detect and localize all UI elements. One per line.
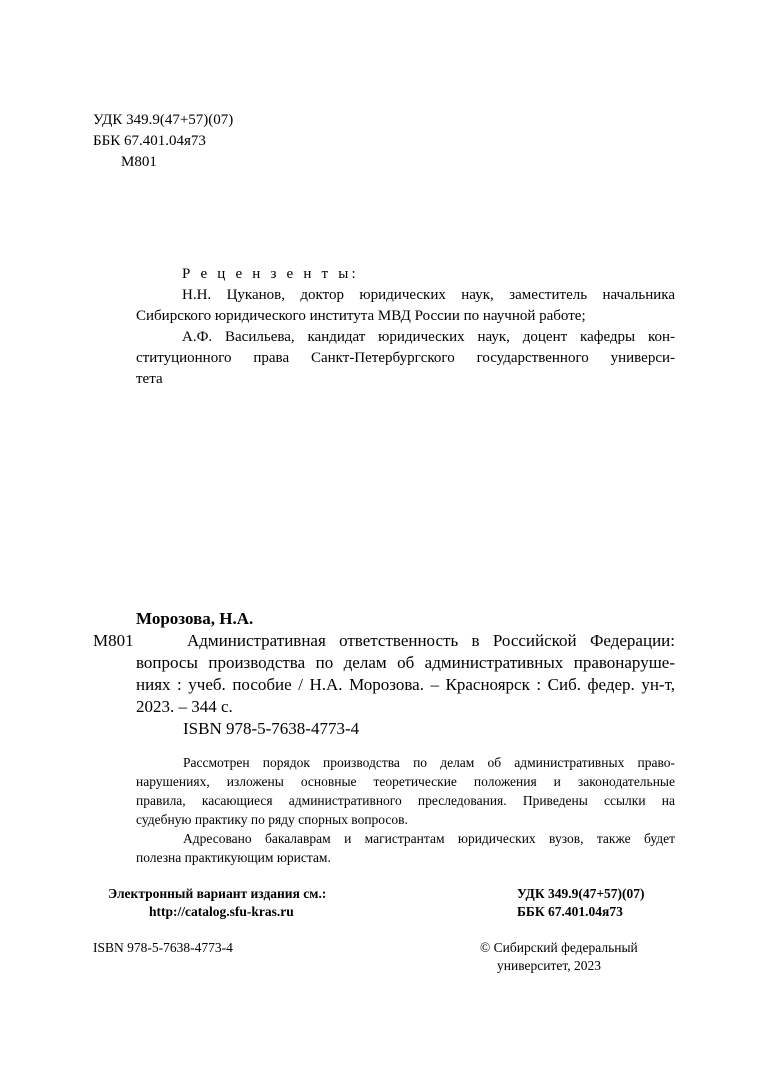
reviewer-1-line-2: Сибирского юридического института МВД России по научной работе;: [136, 308, 586, 324]
footer-isbn: ISBN 978-5-7638-4773-4: [93, 940, 233, 955]
footer-udk-code: УДК 349.9(47+57)(07): [517, 886, 645, 901]
udk-code: УДК 349.9(47+57)(07): [93, 112, 234, 128]
annotation-line-1: Рассмотрен порядок производства по делам об административных право-: [183, 755, 675, 770]
electronic-version-url[interactable]: http://catalog.sfu-kras.ru: [149, 904, 294, 919]
reviewer-2-line-1: А.Ф. Васильева, кандидат юридических наук, доцент кафедры кон-: [182, 329, 675, 345]
bib-line-1: Административная ответственность в Российской Федерации:: [187, 631, 675, 650]
electronic-version-label: Электронный вариант издания см.:: [108, 886, 327, 901]
reviewer-2-line-3: тета: [136, 371, 163, 387]
annotation-line-5: Адресовано бакалаврам и магистрантам юридических вузов, также будет: [183, 831, 675, 846]
bib-line-3: ниях : учеб. пособие / Н.А. Морозова. – Красноярск : Сиб. федер. ун-т,: [136, 675, 675, 694]
reviewer-2-line-2: ституционного права Санкт-Петербургского государственного универси-: [136, 350, 675, 366]
annotation-line-3: правила, касающиеся административного преследования. Приведены ссылки на: [136, 793, 675, 808]
author-name: Морозова, Н.А.: [136, 609, 254, 628]
annotation-line-4: судебную практику по ряду спорных вопросов.: [136, 812, 408, 827]
bib-isbn: ISBN 978-5-7638-4773-4: [183, 719, 360, 738]
author-sign-code: М801: [121, 154, 157, 170]
annotation-line-2: нарушениях, изложены основные теоретические положения и законодательные: [136, 774, 675, 789]
reviewers-title: Р е ц е н з е н т ы:: [182, 266, 359, 282]
copyright-line-1: © Сибирский федеральный: [480, 940, 638, 955]
bib-line-4: 2023. – 344 с.: [136, 697, 233, 716]
bbk-code: ББК 67.401.04я73: [93, 133, 206, 149]
footer-bbk-code: ББК 67.401.04я73: [517, 904, 623, 919]
author-sign: М801: [93, 631, 134, 650]
copyright-line-2: университет, 2023: [497, 958, 601, 973]
reviewer-1-line-1: Н.Н. Цуканов, доктор юридических наук, заместитель начальника: [182, 287, 675, 303]
bib-line-2: вопросы производства по делам об административных правонаруше-: [136, 653, 675, 672]
annotation-line-6: полезна практикующим юристам.: [136, 850, 331, 865]
